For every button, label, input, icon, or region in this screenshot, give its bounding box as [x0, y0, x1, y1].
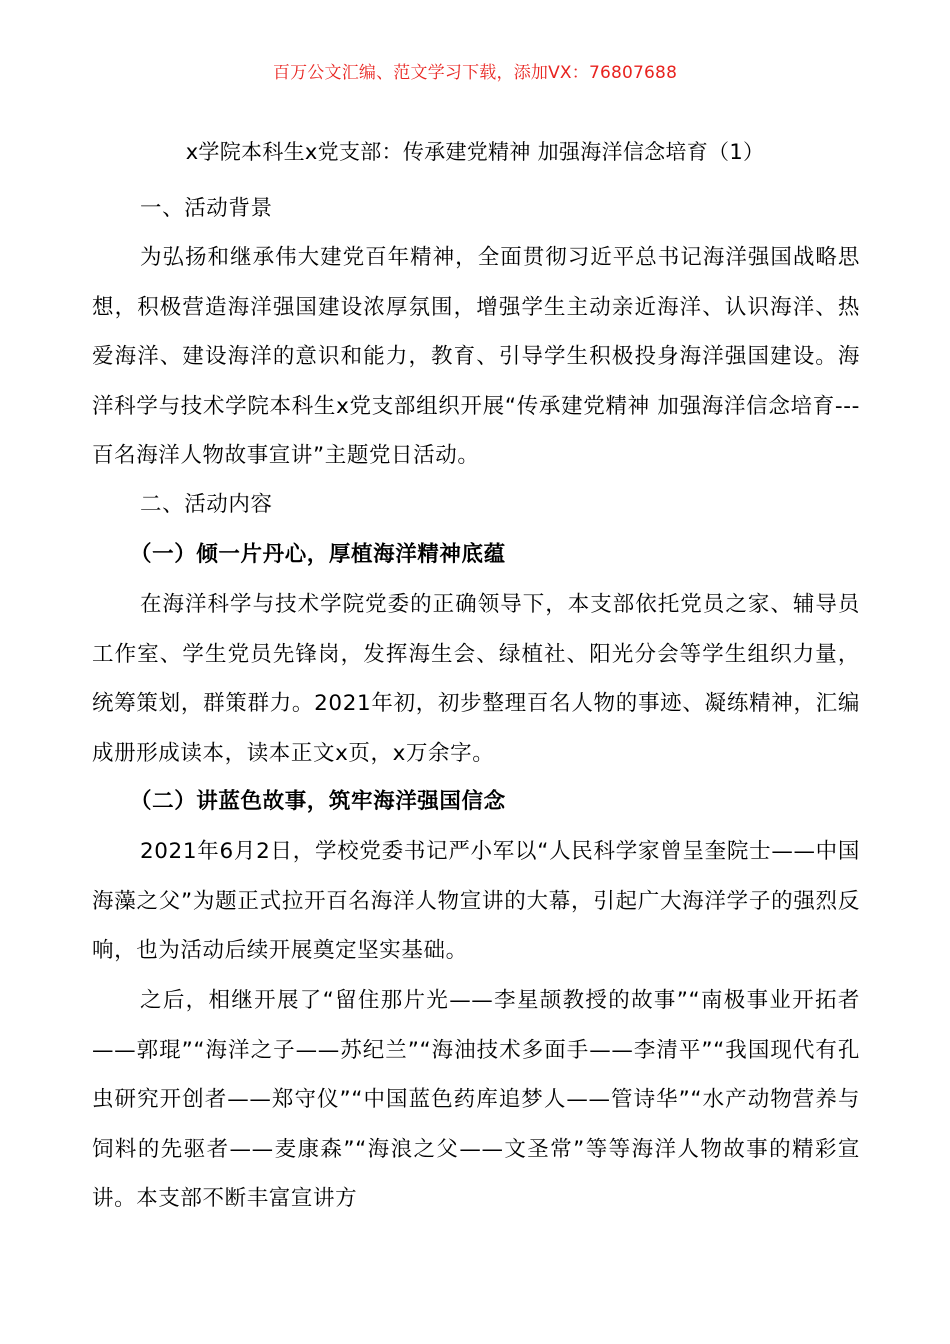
section-heading-content: 二、活动内容: [140, 492, 273, 517]
subsection-heading-2: （二）讲蓝色故事，筑牢海洋强国信念: [130, 789, 506, 814]
header-note: 百万公文汇编、范文学习下载，添加VX：76807688: [272, 63, 678, 83]
subsection-1-paragraph: [92, 580, 860, 778]
paragraph-text: 之后，相继开展了“留住那片光——李星颉教授的故事”“南极事业开拓者——郭琨”“海洋之子——苏纪兰”“海油技术多面手——李清平”“我国现代有孔虫研究开创者——郑守仪”“中国蓝色药库追梦人——管诗华”“水产动物营养与饲料的先驱者——麦康森”“海浪之父——文圣常”等等海洋人物故事的精彩宣讲。本支部不断丰富宣讲方: [92, 988, 860, 1211]
paragraph-text: 在海洋科学与技术学院党委的正确领导下，本支部依托党员之家、辅导员工作室、学生党员先锋岗，发挥海生会、绿植社、阳光分会等学生组织力量，统筹策划，群策群力。2021年初，初步整理百名人物的事迹、凝练精神，汇编成册形成读本，读本正文x页，x万余字。: [92, 592, 860, 766]
background-paragraph: [92, 233, 860, 481]
paragraph-text: 2021年6月2日，学校党委书记严小军以“人民科学家曾呈奎院士——中国海藻之父”为题正式拉开百名海洋人物宣讲的大幕，引起广大海洋学子的强烈反响，也为活动后续开展奠定坚实基础。: [92, 839, 860, 963]
subsection-heading-1: （一）倾一片丹心，厚植海洋精神底蕴: [130, 542, 506, 567]
document-title: x学院本科生x党支部：传承建党精神 加强海洋信念培育（1）: [185, 140, 765, 164]
section-heading-background: 一、活动背景: [140, 196, 273, 221]
subsection-2-paragraph-2: [92, 976, 860, 1224]
subsection-2-paragraph-1: [92, 827, 860, 976]
paragraph-text: 为弘扬和继承伟大建党百年精神，全面贯彻习近平总书记海洋强国战略思想，积极营造海洋强国建设浓厚氛围，增强学生主动亲近海洋、认识海洋、热爱海洋、建设海洋的意识和能力，教育、引导学生积极投身海洋强国建设。海洋科学与技术学院本科生x党支部组织开展“传承建党精神 加强海洋信念培育---百名海洋人物故事宣讲”主题党日活动。: [92, 245, 860, 468]
